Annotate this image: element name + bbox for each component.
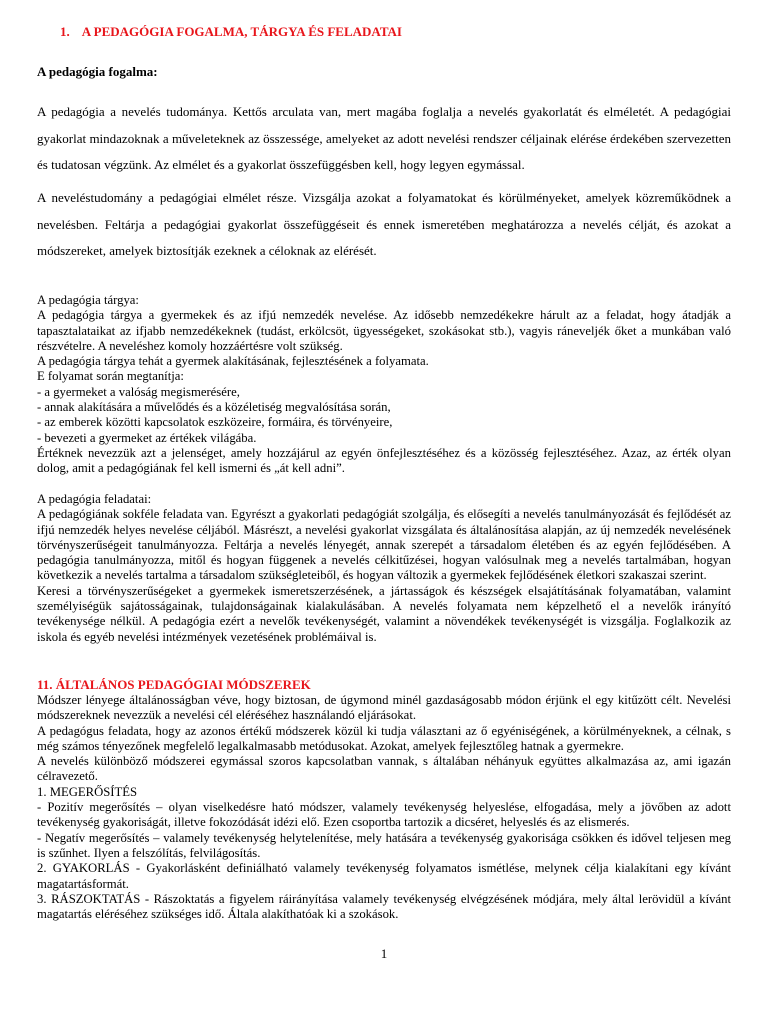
section-feladatai bbox=[37, 492, 731, 645]
section-title: A PEDAGÓGIA FOGALMA, TÁRGYA ÉS FELADATAI bbox=[81, 24, 402, 39]
method-title-raszoktatas: 3. RÁSZOKTATÁS bbox=[37, 891, 141, 906]
modszerek-paragraph: A pedagógus feladata, hogy az azonos értékű módszerek közül ki tudja választani az ő egyéniségének, a körülményeknek, a célnak, s még számos tényezőnek megfelelő legalkalmasabb metódusokat. Azokat, amelyek fejlesztőleg hatnak a gyermekre. bbox=[37, 723, 731, 753]
targy-line: A pedagógia tárgya tehát a gyermek alakításának, fejlesztésének a folyamata. bbox=[37, 354, 429, 369]
subheading-fogalma: A pedagógia fogalma: bbox=[37, 64, 158, 79]
method-title-gyakorlas: 2. GYAKORLÁS bbox=[37, 861, 130, 876]
targy-title: A pedagógia tárgya: bbox=[37, 293, 139, 307]
targy-line: E folyamat során megtanítja: bbox=[37, 369, 184, 384]
method-text-raszoktatas: - Rászoktatás a figyelem ráirányítása valamely tevékenység elvégzésének módjára, mely által lerövidül a kívánt magatartás eléréséhez szükséges idő. Általa alakíthatóak ki a szokások. bbox=[37, 891, 732, 922]
method-raszoktatas bbox=[37, 892, 731, 923]
method-title-megerosites: 1. MEGERŐSÍTÉS bbox=[37, 784, 138, 799]
list-item: - az emberek közötti kapcsolatok eszközeire, formáira, és törvényeire, bbox=[37, 415, 393, 430]
modszerek-paragraph: A nevelés különböző módszerei egymással szoros kapcsolatban vannak, s általában néhányuk együttes alkalmazása az, ami igazán célravezető. bbox=[37, 754, 731, 784]
method-gyakorlas bbox=[37, 861, 731, 892]
section-modszerek bbox=[37, 693, 731, 922]
method-text-gyakorlas: - Gyakorlásként definiálható valamely tevékenység folyamatos ismétlése, melynek célja kialakítani egy kívánt magatartásformát. bbox=[37, 861, 731, 891]
list-item: - annak alakítására a művelődés és a közéletiség megvalósítása során, bbox=[37, 400, 391, 415]
paragraph-fogalma-1: A pedagógia a nevelés tudománya. Kettős arculata van, mert magába foglalja a nevelés gyakorlatát és elméletét. A pedagógiai gyakorlat mindazoknak a műveleteknek az összessége, amelyeket az adott nevelési rendszer céljainak elérése érdekében szervezetten és tudatosan végzünk. Az elmélet és a gyakorlat összefüggésben kell, hogy legyen egymással. bbox=[37, 104, 731, 172]
section-number: 1. bbox=[60, 24, 70, 39]
feladatai-title: A pedagógia feladatai: bbox=[37, 492, 152, 506]
section-heading-1 bbox=[60, 24, 402, 40]
paragraph-fogalma-2: A neveléstudomány a pedagógiai elmélet része. Vizsgálja azokat a folyamatokat és körülményeket, amelyek közreműködnek a nevelésben. Feltárja a pedagógiai gyakorlat összefüggéseit és ennek ismeretében meghatározza a nevelés célját, és azokat a módszereket, amelyek biztosítják ezeknek a céloknak az elérését. bbox=[37, 190, 731, 258]
method-line: - Pozitív megerősítés – olyan viselkedésre ható módszer, valamely tevékenység helyeslése, elfogadása, mely a jövőben az adott tevékenység gyakoriságát, illetve fokozódását idézi elő. Ezen csoportba tartozik a dicséret, helyeslés és az elismerés. bbox=[37, 800, 731, 830]
modszerek-paragraph: Módszer lényege általánosságban véve, hogy biztosan, de úgymond minél gazdaságosabb módon érjünk el egy kitűzött célt. Nevelési módszereknek nevezzük a nevelési cél eléréséhez használandó eljárásokat. bbox=[37, 693, 731, 723]
section-heading-11: 11. ÁLTALÁNOS PEDAGÓGIAI MÓDSZEREK bbox=[37, 677, 311, 692]
feladatai-paragraph: A pedagógiának sokféle feladata van. Egyrészt a gyakorlati pedagógiát szolgálja, és elősegíti a nevelés tanulmányozását és fejlődését az ifjú nemzedék helyes nevelése céljából. Másrészt, a nevelési gyakorlat vizsgálata és általánosítása alapján, az új nemzedék nevelésének törvényszerűségeit tanulmányozza. Feltárja a nevelés lényegét, annak szerepét a társadalom életében és az egyén fejlődésében. A pedagógia tanulmányozza, mitől és hogyan függenek a nevelés célkitűzései, hogyan valósulnak meg a nevelés tartalmában, hogyan következik a nevelés tartalma a társadalom szükségleteiből, és hogyan változik a gyermekek fejlődésének életkori szakaszai szerint. bbox=[37, 507, 731, 583]
method-line: - Negatív megerősítés – valamely tevékenység helytelenítése, mely hatására a tevékenység gyakorisága csökken és idővel teljesen meg is szűnhet. Ilyen a felszólítás, felvilágosítás. bbox=[37, 830, 731, 860]
section-targy bbox=[37, 293, 731, 477]
targy-line: Értéknek nevezzük azt a jelenséget, amely hozzájárul az egyén önfejlesztéséhez és a közösség fejlesztéséhez. Azaz, az érték olyan dolog, amit a pedagógiának fel kell ismerni és „át kell adni”. bbox=[37, 445, 731, 476]
list-item: - a gyermeket a valóság megismerésére, bbox=[37, 384, 240, 399]
targy-line: A pedagógia tárgya a gyermekek és az ifjú nemzedék nevelése. Az idősebb nemzedékekre hárult az a feladat, hogy átadják a tapasztalataikat az ifjabb nemzedékeknek (tudást, erkölcsöt, ügyességeket, szokásokat stb.), vagyis ráneveljék őket a munkában való részvételre. A neveléshez komoly hozzáértésre volt szükség. bbox=[37, 308, 731, 353]
page-number: 1 bbox=[380, 946, 388, 961]
feladatai-paragraph: Keresi a törvényszerűségeket a gyermekek ismeretszerzésének, a jártasságok és készségek elsajátításának folyamatában, valamint személyiségük sajátosságainak, tulajdonságainak kialakulásában. A nevelés folyamata nem képzelhető el a nevelők irányító tevékenysége nélkül. A pedagógia ezért a nevelők tevékenységét, valamint a növendékek tevékenységét is vizsgálja. Foglalkozik az iskola és egyéb nevelési intézmények vezetésének problémáival is. bbox=[37, 583, 731, 644]
list-item: - bevezeti a gyermeket az értékek világába. bbox=[37, 430, 257, 445]
